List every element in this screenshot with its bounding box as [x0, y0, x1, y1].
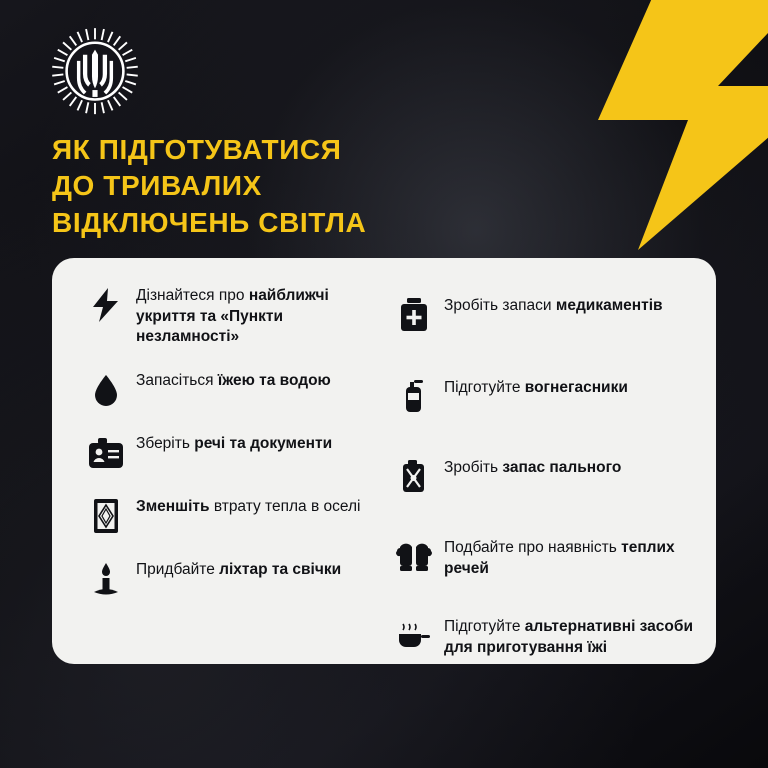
jerrycan-fuel-icon — [392, 456, 436, 498]
list-item — [392, 536, 694, 579]
list-item-text: Підготуйте вогнегасники — [444, 379, 628, 396]
medicine-jar-icon — [392, 294, 436, 336]
list-item-text: Підготуйте альтернативні засоби для приготування їжі — [444, 618, 693, 656]
id-card-icon — [84, 432, 128, 474]
list-item-text: Запасіться їжею та водою — [136, 371, 331, 389]
list-item-text: Зменшіть втрату тепла в оселі — [136, 497, 361, 515]
list-item-text: Зробіть запас пального — [444, 459, 622, 476]
lightning-bolt-background-icon — [388, 0, 768, 290]
list-item-text: Зберіть речі та документи — [136, 434, 333, 452]
page-title-line-3: ВІДКЛЮЧЕНЬ СВІТЛА — [52, 206, 367, 238]
list-item-text: Подбайте про наявність теплих речей — [444, 539, 675, 577]
list-item — [84, 284, 374, 348]
list-item — [392, 294, 694, 336]
list-item — [84, 495, 374, 537]
fire-extinguisher-icon — [392, 376, 436, 418]
water-drop-icon — [84, 369, 128, 411]
carpet-rug-icon — [84, 495, 128, 537]
tips-card — [52, 258, 716, 664]
candle-icon — [84, 558, 128, 600]
list-item — [392, 615, 694, 658]
list-item — [84, 369, 374, 411]
national-police-of-ukraine-emblem — [52, 26, 138, 118]
tips-column-left — [74, 284, 384, 642]
tips-column-right — [384, 284, 694, 656]
list-item — [84, 432, 374, 474]
list-item — [84, 558, 374, 600]
mittens-gloves-icon — [392, 536, 436, 578]
page-title — [52, 132, 366, 241]
list-item — [392, 456, 694, 498]
list-item — [392, 376, 694, 418]
cooking-pot-icon — [392, 615, 436, 657]
list-item-text: Дізнайтеся про найближчі укриття та «Пункти незламності» — [136, 287, 329, 346]
lightning-bolt-icon — [84, 284, 128, 326]
page-title-line-1: ЯК ПІДГОТУВАТИСЯ — [52, 134, 342, 165]
list-item-text: Зробіть запаси медикаментів — [444, 297, 663, 314]
page-title-line-2: ДО ТРИВАЛИХ — [52, 170, 262, 202]
list-item-text: Придбайте ліхтар та свічки — [136, 560, 342, 578]
